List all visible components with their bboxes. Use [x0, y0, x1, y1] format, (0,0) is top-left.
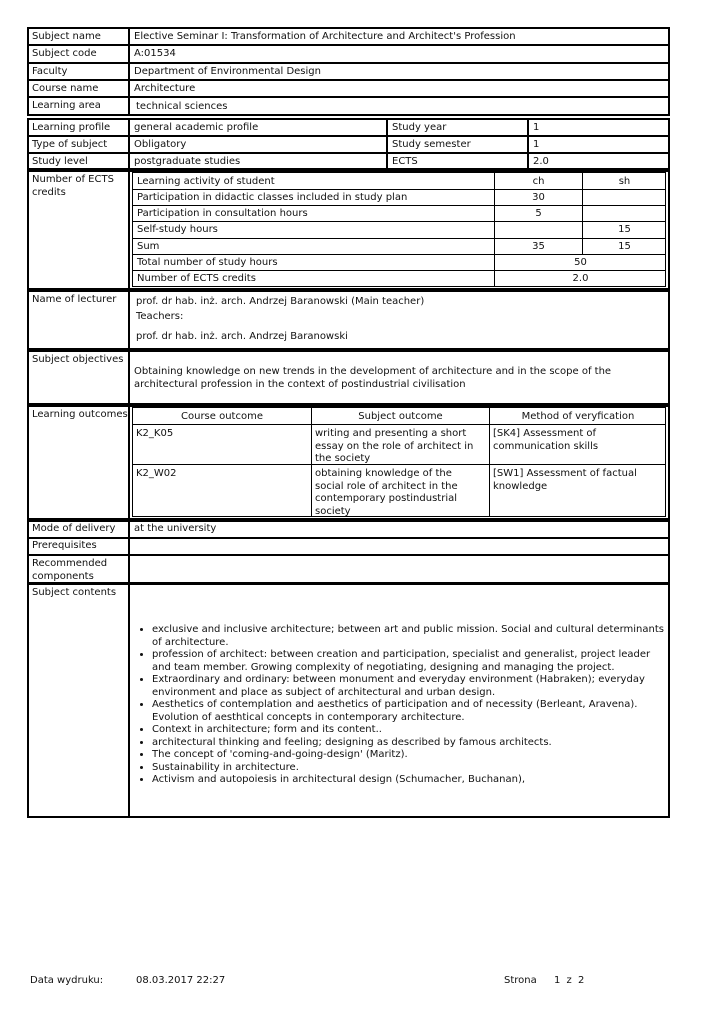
contents-divider — [128, 583, 130, 818]
ects-row-ch: 5 — [535, 208, 542, 219]
contents-list — [132, 624, 666, 787]
learning-area-label: Learning area — [32, 100, 101, 111]
row-separator — [27, 537, 670, 539]
outcomes-col-course: Course outcome — [181, 411, 263, 422]
row-separator — [27, 135, 670, 137]
ects-row-line — [132, 238, 666, 239]
subject-name-label: Subject name — [32, 31, 101, 42]
study-year-label: Study year — [392, 122, 447, 133]
ects-row-ch: 35 — [532, 241, 545, 252]
ects-value: 2.0 — [533, 156, 549, 167]
learning-area-value: technical sciences — [136, 101, 228, 112]
delivery-divider — [128, 520, 130, 584]
ects-row-sh — [583, 191, 666, 193]
ects-col-activity: Learning activity of student — [137, 176, 275, 187]
total-hours-label: Total number of study hours — [137, 257, 278, 268]
row-separator — [27, 62, 670, 64]
ects-row-activity: Participation in didactic classes included in study plan — [137, 192, 408, 203]
outcomes-col-subject: Subject outcome — [358, 411, 443, 422]
subject-code-label: Subject code — [32, 48, 97, 59]
delivery-value: at the university — [134, 523, 217, 534]
faculty-value: Department of Environmental Design — [134, 66, 321, 77]
study-level-label: Study level — [32, 156, 88, 167]
course-name-label: Course name — [32, 83, 99, 94]
learning-profile-value: general academic profile — [134, 122, 259, 133]
print-date-value: 08.03.2017 22:27 — [136, 975, 226, 986]
ects-col-ch: ch — [532, 176, 545, 187]
prerequisites-label: Prerequisites — [32, 540, 97, 551]
main-teacher: prof. dr hab. inż. arch. Andrzej Baranowski (Main teacher) — [136, 296, 425, 307]
outcome-subject: writing and presenting a short essay on the role of architect in the society — [315, 428, 474, 464]
row-separator — [27, 79, 670, 81]
study-level-value: postgraduate studies — [134, 156, 241, 167]
course-name-value: Architecture — [134, 83, 196, 94]
subject-name-value: Elective Seminar I: Transformation of Architecture and Architect's Profession — [134, 31, 516, 42]
ects-divider — [128, 170, 130, 290]
study-year-value: 1 — [533, 122, 540, 133]
objectives-divider — [128, 350, 130, 405]
ects-credits-value: 2.0 — [572, 273, 589, 284]
study-semester-label: Study semester — [392, 139, 471, 150]
ects-row-ch: 30 — [532, 192, 545, 203]
ects-row-activity: Self-study hours — [137, 224, 218, 235]
lecturer-divider — [128, 290, 130, 350]
objectives-label: Subject objectives — [32, 354, 124, 365]
recommended-value — [131, 557, 137, 559]
outcome-subject: obtaining knowledge of the social role of architect in the contemporary postindustrial society — [315, 468, 458, 517]
ects-row-activity: Participation in consultation hours — [137, 208, 308, 219]
list-item: • exclusive and inclusive architecture; between art and public mission. Social and cultural determinants of architecture. — [152, 624, 666, 649]
profile-divider — [128, 118, 130, 170]
total-hours-value: 50 — [574, 257, 587, 268]
list-item: • Aesthetics of contemplation and aesthetics of participation and of necessity (Berleant, Aravena). Evolution of aesthtical concepts in contemporary architecture. — [152, 699, 666, 724]
ects-row-ch — [495, 223, 582, 225]
ects-label: ECTS — [392, 156, 418, 167]
ects-row-sh — [583, 207, 666, 209]
profile-block — [27, 118, 670, 170]
page-number: 1 z 2 — [554, 975, 585, 986]
delivery-label: Mode of delivery — [32, 523, 116, 534]
objectives-text: Obtaining knowledge on new trends in the development of architecture and in the scope of the architectural profession in the context of postindustrial civilisation — [134, 366, 612, 390]
ects-col-sh: sh — [618, 176, 631, 187]
study-semester-value: 1 — [533, 139, 540, 150]
contents-label: Subject contents — [32, 587, 117, 598]
list-item: • profession of architect: between creation and participation, specialist and generalist, project leader and team member. Growing complexity of negotiating, designing and managing the project. — [152, 649, 666, 674]
profile-divider — [386, 118, 388, 170]
recommended-label: Recommended components — [32, 558, 108, 582]
learning-profile-label: Learning profile — [32, 122, 111, 133]
profile-divider — [527, 118, 529, 170]
print-date-label: Data wydruku: — [30, 975, 104, 986]
type-of-subject-value: Obligatory — [134, 139, 187, 150]
outcome-course: K2_W02 — [136, 468, 177, 479]
teacher-name: prof. dr hab. inż. arch. Andrzej Baranowski — [136, 331, 348, 342]
ects-row-activity: Sum — [137, 241, 160, 252]
type-of-subject-label: Type of subject — [32, 139, 108, 150]
lecturer-label: Name of lecturer — [32, 294, 117, 305]
subject-code-value: A:01534 — [134, 48, 176, 59]
header-divider — [128, 27, 130, 116]
outcome-course: K2_K05 — [136, 428, 174, 439]
ects-credits-label: Number of ECTS credits — [32, 174, 114, 198]
row-separator — [27, 96, 670, 98]
list-item: • Activism and autopoiesis in architectural design (Schumacher, Buchanan), — [152, 774, 666, 787]
list-item: • Context in architecture; form and its content.. — [152, 724, 666, 737]
ects-row-sh: 15 — [618, 224, 631, 235]
outcome-method: [SK4] Assessment of communication skills — [493, 428, 599, 452]
list-item: • Sustainability in architecture. — [152, 762, 666, 775]
outcomes-col-method: Method of veryfication — [521, 411, 635, 422]
row-separator — [27, 554, 670, 556]
ects-credits-row-label: Number of ECTS credits — [137, 273, 256, 284]
outcomes-label: Learning outcomes — [32, 409, 128, 420]
list-item: • The concept of 'coming-and-going-design' (Maritz). — [152, 749, 666, 762]
row-separator — [27, 152, 670, 154]
prerequisites-value — [131, 539, 137, 541]
outcome-method: [SW1] Assessment of factual knowledge — [493, 468, 637, 492]
page-label: Strona — [504, 975, 537, 986]
faculty-label: Faculty — [32, 66, 68, 77]
list-item: • Extraordinary and ordinary: between monument and everyday environment (Habraken); everyday environment and place as subject of architectural and urban design. — [152, 674, 666, 699]
ects-row-sh: 15 — [618, 241, 631, 252]
list-item: • architectural thinking and feeling; designing as described by famous architects. — [152, 737, 666, 750]
teachers-label: Teachers: — [136, 311, 184, 322]
